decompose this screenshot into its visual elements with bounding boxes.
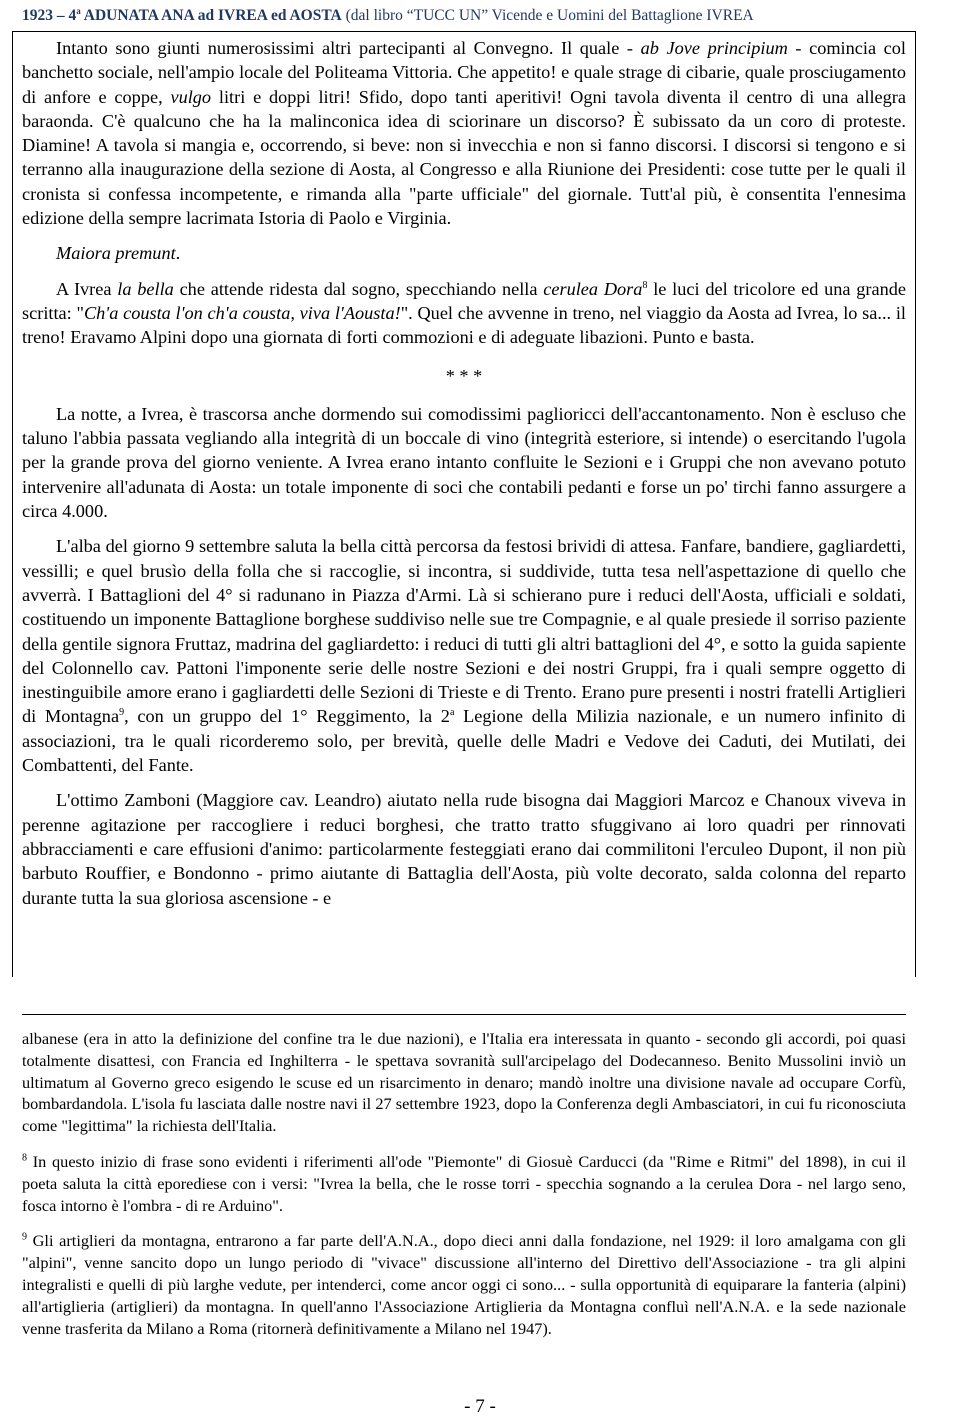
footnote-ref-8[interactable]: 8 bbox=[642, 279, 648, 291]
p3-italic-a: la bella bbox=[117, 278, 174, 299]
p3-text-a: A Ivrea bbox=[56, 278, 118, 299]
p5-text-b: , con un gruppo del 1° Reggimento, la 2 bbox=[124, 706, 450, 727]
footnote-8-text: In questo inizio di frase sono evidenti i riferimenti all'ode "Piemonte" di Giosuè Carducci (da "Rime e Ritmi" del 1898), in cui il poeta saluta la città eporediese con i versi: "Ivrea la bella, che le rosse torri - specchia sognando a la cerulea Dora - nel largo seno, fosca intorno è l'ombra - di re Arduino". bbox=[22, 1151, 906, 1215]
header-year: 1923 – 4 bbox=[22, 7, 77, 25]
p2-italic: Maiora premunt bbox=[56, 243, 176, 264]
footnotes bbox=[22, 1028, 906, 1353]
header-title: ADUNATA ANA ad IVREA ed AOSTA bbox=[80, 7, 342, 25]
p1-text-c: litri e doppi litri! Sfido, dopo tanti aperitivi! Ogni tavola diventa il centro di una allegra baraonda. C'è qualcuno che ha la malinconica idea di sciorinare un discorso? È subissato da un coro di proteste. Diamine! A tavola si mangia e, occorrendo, si beve: non si invecchia e non si fanno discorsi. I discorsi si tengono e si terranno alla inaugurazione della sezione di Aosta, al Congresso e alla Riunione dei Presidenti: cose tutte per le quali il cronista si confessa incompetente, e rimanda alla "parte ufficiale" del giornale. Tutt'al più, è consentita l'ennesima edizione della sempre lacrimata Istoria di Paolo e Virginia. bbox=[22, 86, 906, 229]
footnote-9-text: Gli artiglieri da montagna, entrarono a far parte dell'A.N.A., dopo dieci anni dalla fondazione, nel 1929: il loro amalgama con gli "alpini", venne sancito dopo un lungo periodo di "vivace" discussione all'interno del Direttivo dell'Associazione - tra gli alpini integralisti e quelli di più larghe vedute, per intenderci, come ancor oggi ci sono... - sulla opportunità di equiparare la fanteria (alpini) all'artiglieria (artiglieri) da montagna. In quell'anno l'Associazione Artiglieria da Montagna confluì nell'A.N.A. e la sede nazionale venne trasferita da Milano a Roma (ritornerà definitivamente a Milano nel 1947). bbox=[22, 1231, 906, 1338]
p3-text-d: ". Quel che avvenne in treno, nel viaggio da Aosta ad Ivrea, lo sa... il treno! Eravamo Alpini dopo una giornata di forti commozioni e di adeguate libazioni. Punto e basta. bbox=[22, 302, 907, 348]
p1-italic-b: vulgo bbox=[170, 86, 212, 107]
header-sup: a bbox=[76, 6, 81, 16]
paragraph-3 bbox=[22, 277, 906, 350]
footnote-divider bbox=[22, 1014, 906, 1015]
p1-text-a: Intanto sono giunti numerosissimi altri partecipanti al Convegno. Il quale - bbox=[56, 38, 641, 58]
footnote-8 bbox=[22, 1151, 906, 1216]
p3-italic-b: cerulea Dora bbox=[543, 278, 643, 299]
main-text bbox=[22, 36, 906, 921]
p5-text-a: L'alba del giorno 9 settembre saluta la bella città percorsa da festosi brividi di attesa. Fanfare, bandiere, gagliardetti, vessilli; e quel brusìo della folla che si raccoglie, si incontra, si suddivide, tutta tesa nell'aspettazione di quello che avverrà. I Battaglioni del 4° si radunano in Piazza d'Armi. Là si schierano pure i reduci dell'Aosta, ufficiali e soldati, costituendo un imponente Battaglione borghese suddiviso nelle sue tre Compagnie, e al quale presiede il sorriso paziente della gentile signora Fruttaz, madrina del gagliardetto: i reduci di tutti gli altri battaglioni del 4°, e sotto la guida sapiente del Colonnello cav. Pattoni l'imponente serie delle nostre Sezioni e dei nostri Gruppi, fra i quali sempre oggetto di inestinguibile amore erano i gagliardetti delle Sezioni di Trieste e di Trento. Erano pure presenti i nostri fratelli Artiglieri di Montagna bbox=[22, 536, 906, 727]
footnote-8-number: 8 bbox=[22, 1152, 27, 1164]
page-number: - 7 - bbox=[464, 1396, 496, 1417]
p2-end: . bbox=[175, 243, 181, 264]
footnote-ref-9[interactable]: 9 bbox=[119, 707, 125, 719]
running-header bbox=[22, 6, 938, 28]
footnote-9-number: 9 bbox=[22, 1231, 27, 1243]
section-separator: * * * bbox=[445, 365, 483, 386]
paragraph-6: L'ottimo Zamboni (Maggiore cav. Leandro) aiutato nella rude bisogna dai Maggiori Marcoz e Chanoux viveva in perenne agitazione per raccogliere i reduci borghesi, che tratto tratto sfuggivano ai loro quadri per rinnovati abbracciamenti e care effusioni d'animo: particolarmente festeggiati erano dai commilitoni l'erculeo Dupont, il non più barbuto Rouffier, e Bondonno - primo aiutante di Battaglia dell'Aosta, più volte decorato, salda colonna del reparto durante tutta la sua gloriosa ascensione - e bbox=[22, 790, 906, 908]
header-source: (dal libro “TUCC UN” Vicende e Uomini del Battaglione IVREA bbox=[341, 7, 754, 25]
p3-italic-c: Ch'a cousta l'on ch'a cousta, viva l'Aousta! bbox=[83, 302, 401, 323]
paragraph-1 bbox=[22, 36, 906, 230]
p5-text-c: Legione della Milizia nazionale, e un numero infinito di associazioni, tra le quali ricorderemo solo, per brevità, quelle delle Madri e Vedove dei Caduti, dei Mutilati, dei Combattenti, del Fante. bbox=[22, 706, 907, 776]
p1-italic-a: ab Jove principium bbox=[640, 38, 788, 58]
footnote-continued: albanese (era in atto la definizione del confine tra le due nazioni), e l'Italia era interessata in quanto - secondo gli accordi, poi quasi totalmente disattesi, con Francia ed Inghilterra - le spettava sovranità sull'arcipelago del Dodecanneso. Benito Mussolini inviò un ultimatum al Governo greco esigendo le scuse ed un risarcimento in denaro; mandò inoltre una divisione navale ad occupare Corfù, bombardandola. L'isola fu lasciata dalle nostre navi il 27 settembre 1923, dopo la Conferenza degli Ambasciatori, in cui fu riconosciuta come "legittima" la richiesta dell'Italia. bbox=[22, 1029, 906, 1136]
p3-text-b: che attende ridesta dal sogno, specchiando nella bbox=[173, 278, 544, 299]
footnote-9 bbox=[22, 1230, 906, 1339]
p5-superscript: a bbox=[449, 707, 455, 719]
p1-text-b: - comincia col banchetto sociale, nell'ampio locale del Politeama Vittoria. Che appetito! e quale strage di cibarie, quale prosciugamento di anfore e coppe, bbox=[22, 38, 907, 107]
paragraph-2 bbox=[22, 241, 906, 265]
paragraph-4: La notte, a Ivrea, è trascorsa anche dormendo sui comodissimi paglioricci dell'accantonamento. Non è escluso che taluno l'abbia passata vegliando alla integrità di un boccale di vino (integrità esteriore, si intende) o esercitando l'ugola per la grande prova del giorno veniente. A Ivrea erano intanto confluite le Sezioni e i Gruppi che non avevano potuto intervenire all'adunata di Aosta: un totale imponente di soci che contabili pedanti e forse un po' tirchi fanno assurgere a circa 4.000. bbox=[22, 403, 906, 522]
p3-text-c: le luci del tricolore ed una grande scritta: " bbox=[22, 278, 907, 323]
paragraph-5 bbox=[22, 534, 906, 777]
